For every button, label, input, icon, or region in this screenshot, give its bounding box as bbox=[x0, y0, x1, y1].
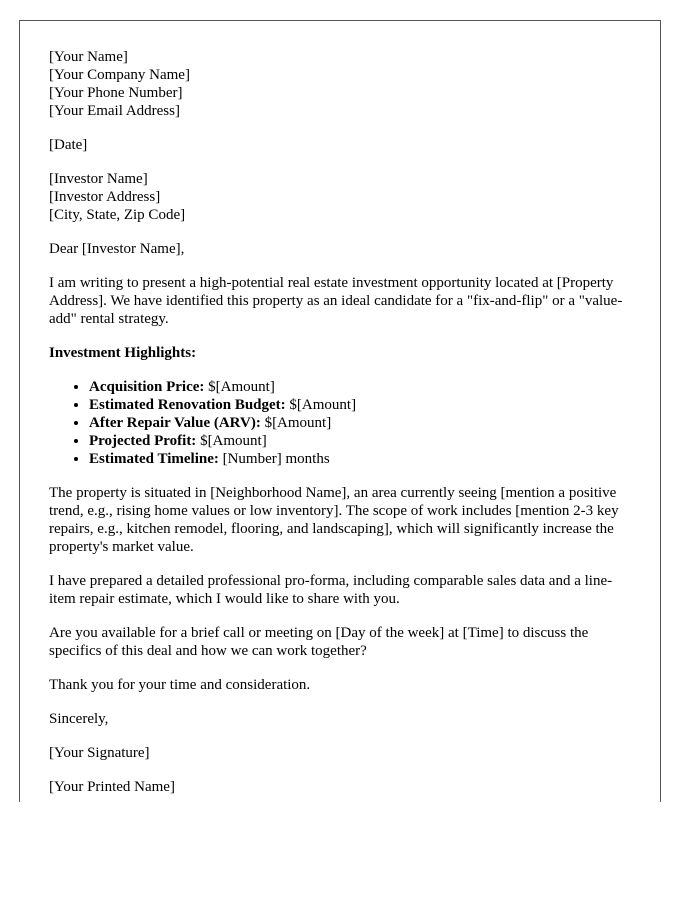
sender-block bbox=[49, 48, 631, 120]
recipient-block bbox=[49, 170, 631, 224]
letter-date: [Date] bbox=[49, 137, 88, 153]
highlight-item bbox=[89, 414, 631, 432]
sender-email: [Your Email Address] bbox=[49, 103, 180, 119]
highlight-label: Projected Profit: bbox=[89, 433, 197, 449]
sender-phone: [Your Phone Number] bbox=[49, 85, 183, 101]
recipient-city: [City, State, Zip Code] bbox=[49, 207, 186, 223]
signature: [Your Signature] bbox=[49, 745, 150, 761]
highlight-item bbox=[89, 378, 631, 396]
highlight-value: $[Amount] bbox=[204, 379, 275, 395]
highlight-value: $[Amount] bbox=[196, 433, 267, 449]
highlight-value: $[Amount] bbox=[260, 415, 332, 431]
highlight-item bbox=[89, 396, 631, 414]
highlight-label: After Repair Value (ARV): bbox=[89, 415, 261, 431]
highlights-heading: Investment Highlights: bbox=[49, 345, 197, 361]
highlight-value: [Number] months bbox=[218, 451, 330, 467]
recipient-name: [Investor Name] bbox=[49, 171, 148, 187]
highlight-item bbox=[89, 450, 631, 468]
letter-page bbox=[19, 20, 661, 802]
body-paragraph-proforma: I have prepared a detailed professional pro-forma, including comparable sales data and a line-item repair estimate, which I would like to share with you. bbox=[49, 573, 613, 607]
highlights-list bbox=[49, 378, 631, 468]
salutation: Dear [Investor Name], bbox=[49, 241, 185, 257]
highlight-value: $[Amount] bbox=[285, 397, 357, 413]
body-paragraph-meeting: Are you available for a brief call or meeting on [Day of the week] at [Time] to discuss the specifics of this deal and how we can work together? bbox=[49, 625, 589, 659]
body-paragraph-thanks: Thank you for your time and consideration. bbox=[49, 677, 311, 693]
closing: Sincerely, bbox=[49, 711, 109, 727]
body-paragraph-property: The property is situated in [Neighborhood Name], an area currently seeing [mention a positive trend, e.g., rising home values or low inventory]. The scope of work includes [mention 2-3 key repairs, e.g., kitchen remodel, flooring, and landscaping], which will significantly increase the property's market value. bbox=[49, 485, 619, 555]
printed-name: [Your Printed Name] bbox=[49, 779, 175, 795]
intro-paragraph: I am writing to present a high-potential real estate investment opportunity located at [Property Address]. We have identified this property as an ideal candidate for a "fix-and-flip" or a "value-add" rental strategy. bbox=[49, 275, 623, 327]
highlight-label: Acquisition Price: bbox=[89, 379, 205, 395]
recipient-address: [Investor Address] bbox=[49, 189, 161, 205]
highlight-label: Estimated Renovation Budget: bbox=[89, 397, 286, 413]
highlight-label: Estimated Timeline: bbox=[89, 451, 219, 467]
sender-name: [Your Name] bbox=[49, 49, 128, 65]
sender-company: [Your Company Name] bbox=[49, 67, 190, 83]
highlight-item bbox=[89, 432, 631, 450]
